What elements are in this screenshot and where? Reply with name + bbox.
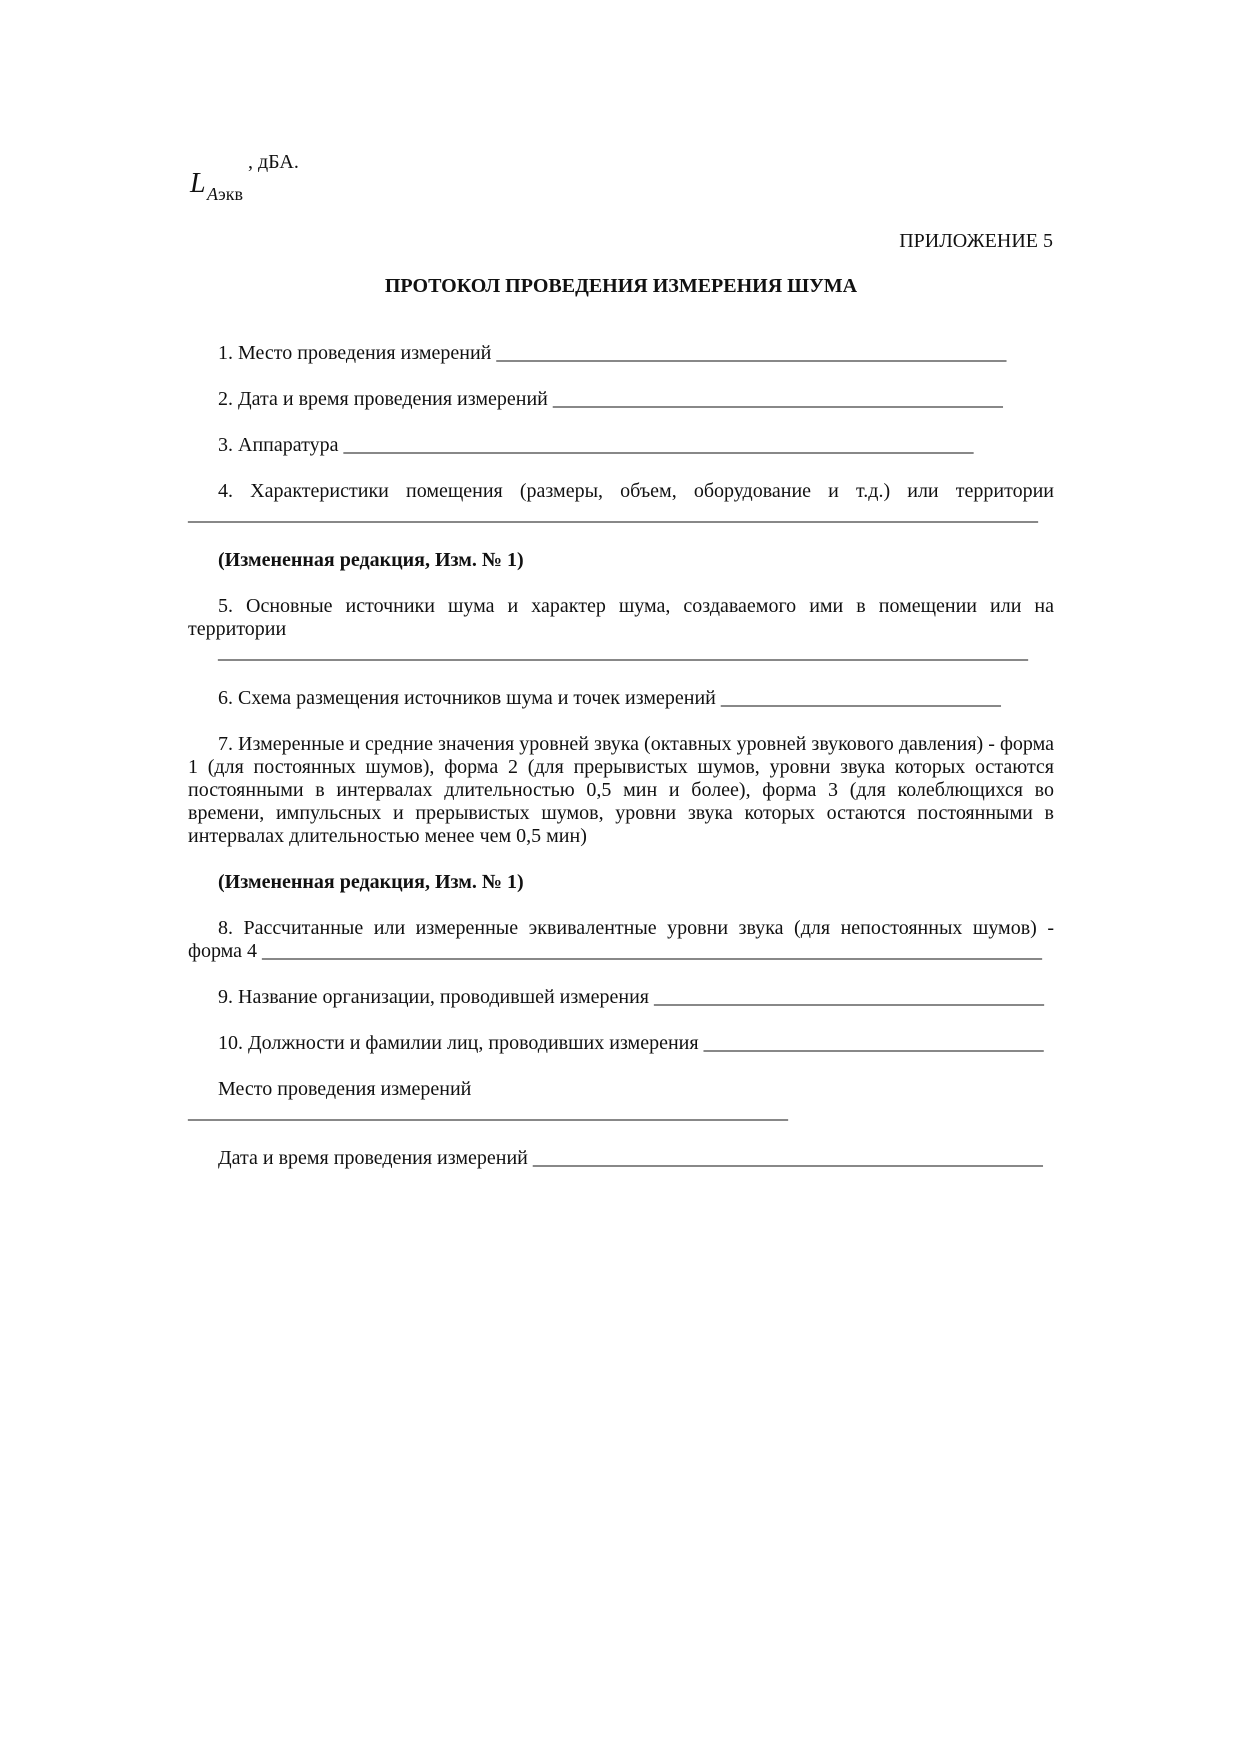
item-3-equipment: 3. Аппаратура _______________________________________________________________ xyxy=(218,434,974,456)
item-5-line-wrap xyxy=(188,641,1054,664)
document-title: ПРОТОКОЛ ПРОВЕДЕНИЯ ИЗМЕРЕНИЯ ШУМА xyxy=(384,275,858,297)
protocol-content xyxy=(188,342,1054,1193)
amendment-note-1: (Измененная редакция, Изм. № 1) xyxy=(218,549,524,571)
item-5-text: 5. Основные источники шума и характер шума, создаваемого ими в помещении или на территории xyxy=(188,595,1054,640)
formula-subscript-a: A xyxy=(207,184,218,204)
appendix-label: ПРИЛОЖЕНИЕ 5 xyxy=(899,230,1053,252)
formula-subscript xyxy=(207,184,243,204)
formula-unit: , дБА. xyxy=(248,151,299,173)
item-5-line: _________________________________________________________________________________ xyxy=(218,641,1028,663)
amendment-note-2: (Измененная редакция, Изм. № 1) xyxy=(218,871,524,893)
formula-laeq xyxy=(190,150,330,210)
item-4-line-wrap xyxy=(188,503,1054,526)
item-8-line: форма 4 ______________________________________________________________________________ xyxy=(188,940,1043,962)
item-1-place: 1. Место проведения измерений ___________________________________________________ xyxy=(218,342,1007,364)
signature-place: Место проведения измерений ____________________________________________________________ xyxy=(188,1078,788,1123)
item-5-noise-sources xyxy=(188,595,1054,641)
formula-symbol: L xyxy=(190,168,206,199)
item-4-room-characteristics xyxy=(188,480,1054,503)
item-4-line: _____________________________________________________________________________________ xyxy=(188,503,1038,525)
formula-subscript-rest: экв xyxy=(218,184,243,204)
item-9-organization: 9. Название организации, проводившей измерения _______________________________________ xyxy=(218,986,1045,1008)
item-8-line-wrap xyxy=(188,940,1054,963)
item-6-scheme: 6. Схема размещения источников шума и точек измерений ____________________________ xyxy=(218,687,1001,709)
signature-datetime: Дата и время проведения измерений ___________________________________________________ xyxy=(218,1147,1043,1169)
item-8-equivalent-levels xyxy=(188,917,1054,940)
item-2-datetime: 2. Дата и время проведения измерений _____________________________________________ xyxy=(218,388,1003,410)
item-4-text: 4. Характеристики помещения (размеры, объем, оборудование и т.д.) или территории xyxy=(218,480,1054,502)
item-10-persons: 10. Должности и фамилии лиц, проводивших измерения __________________________________ xyxy=(218,1032,1044,1054)
item-7-measured-values: 7. Измеренные и средние значения уровней звука (октавных уровней звукового давления) - форма 1 (для постоянных шумов), форма 2 (для прерывистых шумов, уровни звука которых остаются постоянными в интервалах длительностью 0,5 мин и более), форма 3 (для колеблющихся во времени, импульсных и прерывистых шумов, уровни звука которых остаются постоянными в интервалах длительностью менее чем 0,5 мин) xyxy=(188,733,1054,847)
item-8-text: 8. Рассчитанные или измеренные эквивалентные уровни звука (для непостоянных шумов) - xyxy=(218,917,1054,939)
